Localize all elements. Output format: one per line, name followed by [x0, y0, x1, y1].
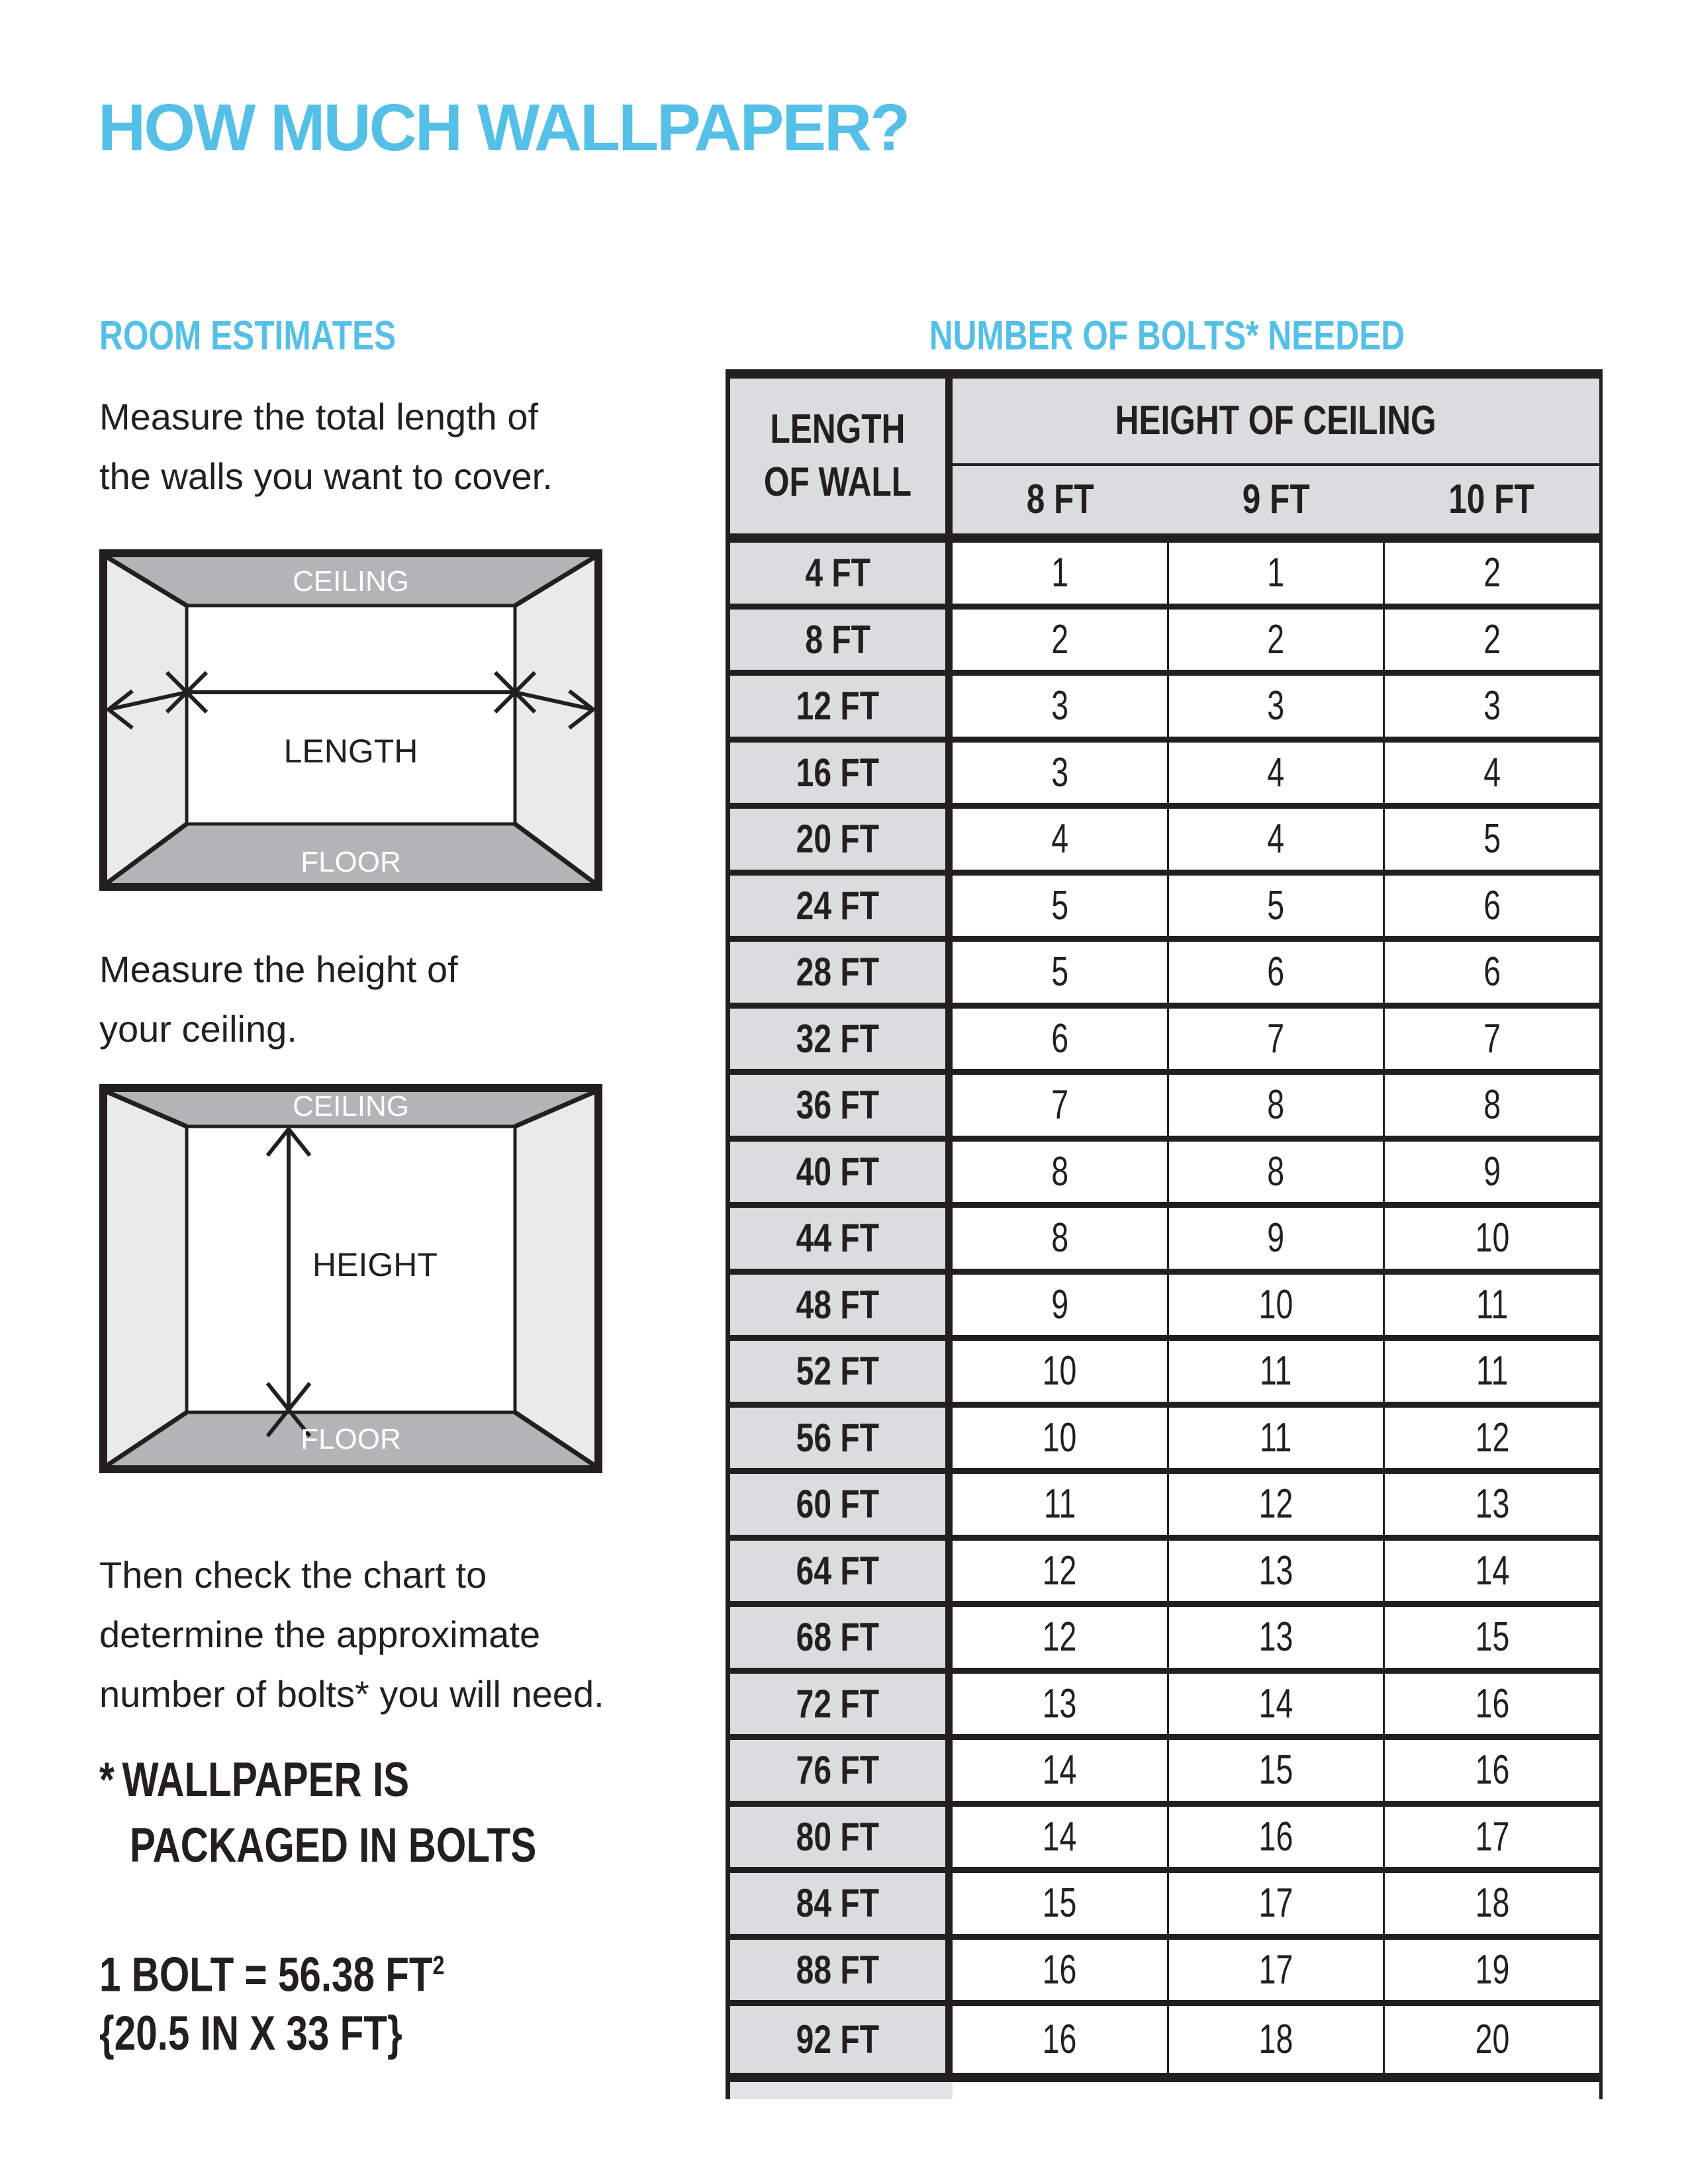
footnote-asterisk: * [99, 1753, 115, 1807]
wall-length-value: 68 FT [796, 1615, 880, 1660]
wall-length-cell [730, 876, 945, 936]
step1-line2: the walls you want to cover. [99, 455, 553, 497]
row-vertical-divider [945, 1275, 953, 1336]
table-row [730, 942, 1599, 1009]
header-ceiling-group [953, 379, 1599, 533]
bolt-count-value: 20 [1475, 2016, 1510, 2062]
bolt-count-cell [953, 876, 1169, 936]
squared-superscript: 2 [432, 1950, 445, 1980]
wall-length-value: 20 FT [796, 817, 880, 862]
row-vertical-divider [945, 1142, 953, 1203]
bolt-count-cell [1385, 2006, 1599, 2073]
wall-length-cell [730, 1075, 945, 1136]
row-vertical-divider [945, 1075, 953, 1136]
bolt-count-cell [1169, 1940, 1385, 2001]
bolt-count-cell [1385, 1607, 1599, 1668]
bolt-count-cell [953, 1607, 1169, 1668]
ceiling-label: CEILING [292, 565, 410, 598]
wall-length-cell [730, 610, 945, 670]
bolt-count-value: 6 [1051, 1015, 1068, 1062]
bolt-count-cell [1169, 2006, 1385, 2073]
table-row [730, 1474, 1599, 1541]
wall-length-cell [730, 2006, 945, 2073]
bolt-spec [99, 1936, 531, 2063]
row-vertical-divider [945, 876, 953, 936]
bolt-count-cell [1385, 1807, 1599, 1868]
step2-line1: Measure the height of [99, 948, 458, 990]
wall-length-value: 60 FT [796, 1482, 880, 1527]
bolt-count-cell [953, 543, 1169, 604]
bolt-count-cell [953, 1940, 1169, 2001]
bolt-count-value: 11 [1260, 1414, 1292, 1461]
footnote-line2: PACKAGED IN BOLTS [130, 1819, 537, 1872]
bolt-count-value: 8 [1267, 1148, 1285, 1195]
bolt-count-cell [1169, 1541, 1385, 1602]
wall-length-cell [730, 1408, 945, 1469]
wall-length-value: 32 FT [796, 1016, 880, 1061]
bolt-count-cell [1169, 1474, 1385, 1535]
bolt-count-cell [1169, 743, 1385, 803]
bolt-count-cell [953, 1807, 1169, 1868]
bolt-count-value: 2 [1483, 550, 1501, 596]
section-heading-room-estimates: ROOM ESTIMATES [99, 313, 397, 359]
bolt-count-value: 17 [1258, 1880, 1293, 1927]
wall-length-cell [730, 1740, 945, 1801]
bolt-count-value: 7 [1051, 1082, 1068, 1128]
wall-length-value: 72 FT [796, 1681, 880, 1726]
row-vertical-divider [945, 543, 953, 604]
bolt-count-value: 9 [1267, 1215, 1285, 1261]
wall-length-cell [730, 1607, 945, 1668]
left-wall-plane [107, 1092, 187, 1465]
wall-length-cell [730, 1541, 945, 1602]
bolt-count-value: 10 [1042, 1414, 1077, 1461]
bolt-count-cell [1385, 743, 1599, 803]
bolt-count-value: 8 [1267, 1082, 1285, 1128]
step1-line1: Measure the total length of [99, 396, 539, 437]
bolt-count-value: 17 [1258, 1946, 1293, 1993]
wall-length-cell [730, 1208, 945, 1269]
footnote-line1: * WALLPAPER IS [99, 1753, 410, 1807]
bolt-count-cell [1169, 1607, 1385, 1668]
step2-line2: your ceiling. [99, 1008, 297, 1050]
bolt-count-cell [953, 1873, 1169, 1934]
bolt-spec-line2: {20.5 IN X 33 FT} [99, 2007, 402, 2061]
table-row [730, 743, 1599, 809]
bolt-count-value: 2 [1483, 616, 1501, 662]
bolt-count-value: 3 [1267, 683, 1285, 729]
wall-length-cell [730, 809, 945, 870]
bolt-count-value: 10 [1042, 1348, 1077, 1394]
bolt-count-cell [1385, 1275, 1599, 1336]
column-header-length-of-wall: LENGTH OF WALL [763, 406, 912, 505]
bolt-count-cell [953, 942, 1169, 1003]
row-vertical-divider [945, 1541, 953, 1602]
bolt-count-value: 7 [1267, 1015, 1285, 1062]
table-footer-stub [730, 2082, 953, 2099]
wall-length-value: 92 FT [796, 2017, 880, 2062]
wall-length-value: 4 FT [805, 551, 870, 596]
bolt-count-value: 6 [1483, 882, 1501, 929]
bolt-count-value: 5 [1483, 816, 1501, 862]
bolt-count-value: 6 [1483, 949, 1501, 995]
bolt-count-cell [1385, 942, 1599, 1003]
bolt-count-value: 2 [1051, 616, 1068, 662]
bolt-count-value: 16 [1042, 2016, 1077, 2062]
bolt-count-cell [1169, 1740, 1385, 1801]
row-vertical-divider [945, 1208, 953, 1269]
wall-length-cell [730, 743, 945, 803]
row-vertical-divider [945, 610, 953, 670]
row-vertical-divider [945, 1474, 953, 1535]
wall-length-value: 64 FT [796, 1548, 880, 1593]
column-header-10ft: 10 FT [1448, 477, 1534, 522]
wall-length-cell [730, 1807, 945, 1868]
wall-length-value: 76 FT [796, 1748, 880, 1793]
bolt-count-value: 16 [1475, 1747, 1510, 1794]
bolt-count-value: 12 [1042, 1547, 1077, 1594]
bolt-count-value: 3 [1051, 749, 1068, 796]
bolt-count-value: 4 [1051, 816, 1068, 862]
bolt-count-value: 11 [1476, 1281, 1509, 1328]
bolt-count-cell [1169, 543, 1385, 604]
bolt-count-value: 11 [1476, 1348, 1509, 1394]
table-row [730, 1009, 1599, 1075]
table-row [730, 676, 1599, 743]
bolt-count-value: 12 [1042, 1614, 1077, 1661]
bolt-count-value: 7 [1483, 1015, 1501, 1062]
bolt-count-cell [1169, 1341, 1385, 1402]
bolt-count-cell [1169, 1807, 1385, 1868]
bolt-count-cell [953, 743, 1169, 803]
wall-length-cell [730, 1142, 945, 1203]
right-wall-plane [515, 1092, 594, 1465]
bolt-count-cell [953, 1674, 1169, 1735]
bolt-count-cell [1385, 1541, 1599, 1602]
bolt-count-cell [1385, 1009, 1599, 1069]
wall-length-value: 52 FT [796, 1349, 880, 1394]
step1-text [99, 387, 553, 506]
room-height-diagram [99, 1084, 602, 1473]
height-label: HEIGHT [312, 1246, 438, 1283]
room-length-diagram [99, 549, 602, 891]
row-vertical-divider [945, 743, 953, 803]
bolt-count-cell [1385, 1674, 1599, 1735]
bolt-count-value: 5 [1051, 882, 1068, 929]
table-row [730, 1541, 1599, 1608]
row-vertical-divider [945, 1674, 953, 1735]
table-top-border [730, 369, 1599, 379]
bolt-count-cell [1385, 1075, 1599, 1136]
bolt-count-value: 14 [1042, 1813, 1077, 1860]
table-row [730, 1674, 1599, 1741]
bolt-count-cell [1385, 876, 1599, 936]
page-title: HOW MUCH WALLPAPER? [98, 91, 909, 165]
bolt-count-cell [953, 1142, 1169, 1203]
bolt-count-cell [953, 809, 1169, 870]
bolt-count-cell [953, 1075, 1169, 1136]
wall-length-value: 24 FT [796, 883, 880, 928]
bolt-count-value: 13 [1258, 1547, 1293, 1594]
ceiling-label: CEILING [292, 1090, 410, 1122]
wall-length-value: 44 FT [796, 1216, 880, 1261]
bolt-count-value: 14 [1258, 1680, 1293, 1727]
bolt-count-cell [1385, 1408, 1599, 1469]
table-row [730, 1208, 1599, 1275]
back-wall [187, 606, 515, 824]
ceiling-height-headers [953, 466, 1599, 533]
wall-length-cell [730, 676, 945, 737]
table-heading: NUMBER OF BOLTS* NEEDED [929, 313, 1405, 359]
step3-line2: determine the approximate [99, 1614, 541, 1655]
bolt-count-cell [953, 2006, 1169, 2073]
bolt-count-cell [1385, 809, 1599, 870]
bolt-count-value: 9 [1483, 1148, 1501, 1195]
bolt-count-value: 11 [1043, 1481, 1076, 1527]
floor-label: FLOOR [301, 846, 401, 878]
row-vertical-divider [945, 1873, 953, 1934]
table-row [730, 2006, 1599, 2073]
bolt-count-value: 16 [1475, 1680, 1510, 1727]
bolt-count-value: 10 [1475, 1215, 1510, 1261]
wall-length-cell [730, 1940, 945, 2001]
bolt-count-value: 13 [1258, 1614, 1293, 1661]
table-row [730, 876, 1599, 942]
bolt-count-value: 14 [1475, 1547, 1510, 1594]
bolt-count-cell [1169, 809, 1385, 870]
column-header-8ft: 8 FT [1026, 477, 1094, 522]
table-row [730, 1075, 1599, 1142]
bolt-count-value: 8 [1483, 1082, 1501, 1128]
bolt-count-value: 12 [1258, 1481, 1293, 1527]
bolt-count-cell [1385, 1940, 1599, 2001]
wall-length-value: 40 FT [796, 1149, 880, 1194]
bolt-count-value: 13 [1042, 1680, 1077, 1727]
row-vertical-divider [945, 1341, 953, 1402]
bolt-count-cell [1169, 1075, 1385, 1136]
bolt-count-cell [953, 610, 1169, 670]
bolt-count-cell [1169, 1408, 1385, 1469]
bolt-count-value: 11 [1260, 1348, 1292, 1394]
wall-length-value: 88 FT [796, 1947, 880, 1992]
wall-length-cell [730, 1341, 945, 1402]
bolt-count-value: 15 [1475, 1614, 1510, 1661]
bolt-count-cell [953, 1208, 1169, 1269]
bolt-count-value: 3 [1051, 683, 1068, 729]
step2-text [99, 940, 458, 1059]
bolt-count-cell [1385, 1341, 1599, 1402]
length-label: LENGTH [283, 733, 418, 770]
bolt-count-value: 13 [1475, 1481, 1510, 1527]
row-vertical-divider [945, 942, 953, 1003]
bolt-count-cell [1385, 1208, 1599, 1269]
bolt-count-value: 4 [1483, 749, 1501, 796]
bolt-count-value: 6 [1267, 949, 1285, 995]
bolt-count-cell [1385, 1142, 1599, 1203]
bolt-count-cell [953, 1275, 1169, 1336]
wall-length-cell [730, 1474, 945, 1535]
bolt-count-cell [953, 1740, 1169, 1801]
wall-length-value: 84 FT [796, 1881, 880, 1926]
bolt-count-value: 10 [1258, 1281, 1293, 1328]
bolt-count-cell [1169, 1142, 1385, 1203]
wall-length-cell [730, 1275, 945, 1336]
bolt-count-cell [953, 1009, 1169, 1069]
column-header-9ft: 9 FT [1242, 477, 1310, 522]
wall-length-value: 28 FT [796, 950, 880, 995]
bolt-count-value: 14 [1042, 1747, 1077, 1794]
bolt-count-value: 2 [1267, 616, 1285, 662]
bolt-count-cell [953, 1474, 1169, 1535]
step3-text [99, 1545, 604, 1724]
bolt-count-value: 1 [1051, 550, 1068, 596]
bolt-count-cell [1385, 1740, 1599, 1801]
bolt-count-cell [1169, 610, 1385, 670]
bolt-count-cell [1169, 1674, 1385, 1735]
bolt-count-cell [1169, 876, 1385, 936]
table-row [730, 1740, 1599, 1807]
wall-length-value: 80 FT [796, 1814, 880, 1859]
bolt-count-value: 8 [1051, 1148, 1068, 1195]
table-row [730, 610, 1599, 676]
floor-label: FLOOR [301, 1423, 401, 1455]
table-row [730, 1142, 1599, 1208]
table-header [730, 379, 1599, 533]
row-vertical-divider [945, 1940, 953, 2001]
bolt-count-value: 19 [1475, 1946, 1510, 1993]
header-vertical-divider [945, 379, 953, 533]
bolt-count-cell [1385, 1873, 1599, 1934]
table-row [730, 1807, 1599, 1874]
row-vertical-divider [945, 1740, 953, 1801]
bolt-count-cell [1385, 610, 1599, 670]
row-vertical-divider [945, 1009, 953, 1069]
row-vertical-divider [945, 2006, 953, 2073]
table-row [730, 1275, 1599, 1342]
row-vertical-divider [945, 809, 953, 870]
table-row [730, 1940, 1599, 2007]
bolt-count-value: 1 [1267, 550, 1285, 596]
row-vertical-divider [945, 1807, 953, 1868]
table-row [730, 1341, 1599, 1408]
bolt-count-value: 5 [1051, 949, 1068, 995]
table-row [730, 1873, 1599, 1940]
bolt-count-value: 17 [1475, 1813, 1510, 1860]
bolt-count-value: 18 [1258, 2016, 1293, 2062]
bolt-count-cell [1169, 1208, 1385, 1269]
bolt-count-cell [1169, 1873, 1385, 1934]
wall-length-cell [730, 1009, 945, 1069]
bolt-count-cell [1385, 676, 1599, 737]
step3-line3: number of bolts* you will need. [99, 1673, 604, 1715]
wall-length-value: 8 FT [805, 617, 870, 662]
bolt-count-cell [1169, 942, 1385, 1003]
bolt-count-value: 4 [1267, 816, 1285, 862]
table-header-border [730, 533, 1599, 543]
step3-line1: Then check the chart to [99, 1554, 487, 1596]
bolt-count-cell [953, 1541, 1169, 1602]
wall-length-cell [730, 942, 945, 1003]
row-vertical-divider [945, 1607, 953, 1668]
wall-length-value: 48 FT [796, 1282, 880, 1327]
bolt-count-value: 12 [1475, 1414, 1510, 1461]
wall-length-cell [730, 543, 945, 604]
bolt-count-value: 3 [1483, 683, 1501, 729]
column-group-header-height-of-ceiling: HEIGHT OF CEILING [1115, 398, 1436, 443]
wall-length-value: 56 FT [796, 1415, 880, 1460]
bolt-count-cell [953, 676, 1169, 737]
wall-length-value: 36 FT [796, 1083, 880, 1128]
bolt-count-value: 16 [1042, 1946, 1077, 1993]
wall-length-cell [730, 1873, 945, 1934]
bolt-count-value: 9 [1051, 1281, 1068, 1328]
table-rows [730, 543, 1599, 2073]
table-row [730, 1408, 1599, 1475]
wall-length-cell [730, 1674, 945, 1735]
bolt-count-cell [1169, 676, 1385, 737]
bolt-count-cell [1169, 1009, 1385, 1069]
bolt-count-cell [953, 1341, 1169, 1402]
bolt-count-cell [1385, 543, 1599, 604]
table-row [730, 1607, 1599, 1674]
wall-length-value: 12 FT [796, 684, 880, 729]
bolt-count-value: 15 [1258, 1747, 1293, 1794]
bolt-count-value: 15 [1042, 1880, 1077, 1927]
bolt-count-value: 8 [1051, 1215, 1068, 1261]
bolt-count-value: 18 [1475, 1880, 1510, 1927]
wall-length-value: 16 FT [796, 750, 880, 795]
bolt-count-value: 4 [1267, 749, 1285, 796]
bolt-count-cell [1169, 1275, 1385, 1336]
bolt-spec-line1: 1 BOLT = 56.38 $FT^2$ [99, 1948, 445, 2002]
table-bottom-border [730, 2073, 1599, 2082]
row-vertical-divider [945, 676, 953, 737]
bolt-count-value: 16 [1258, 1813, 1293, 1860]
row-vertical-divider [945, 1408, 953, 1469]
wallpaper-footnote [99, 1747, 638, 1878]
table-row [730, 809, 1599, 876]
bolt-count-value: 5 [1267, 882, 1285, 929]
bolt-count-cell [1385, 1474, 1599, 1535]
bolts-table [726, 369, 1603, 2099]
table-row [730, 543, 1599, 610]
bolt-count-cell [953, 1408, 1169, 1469]
